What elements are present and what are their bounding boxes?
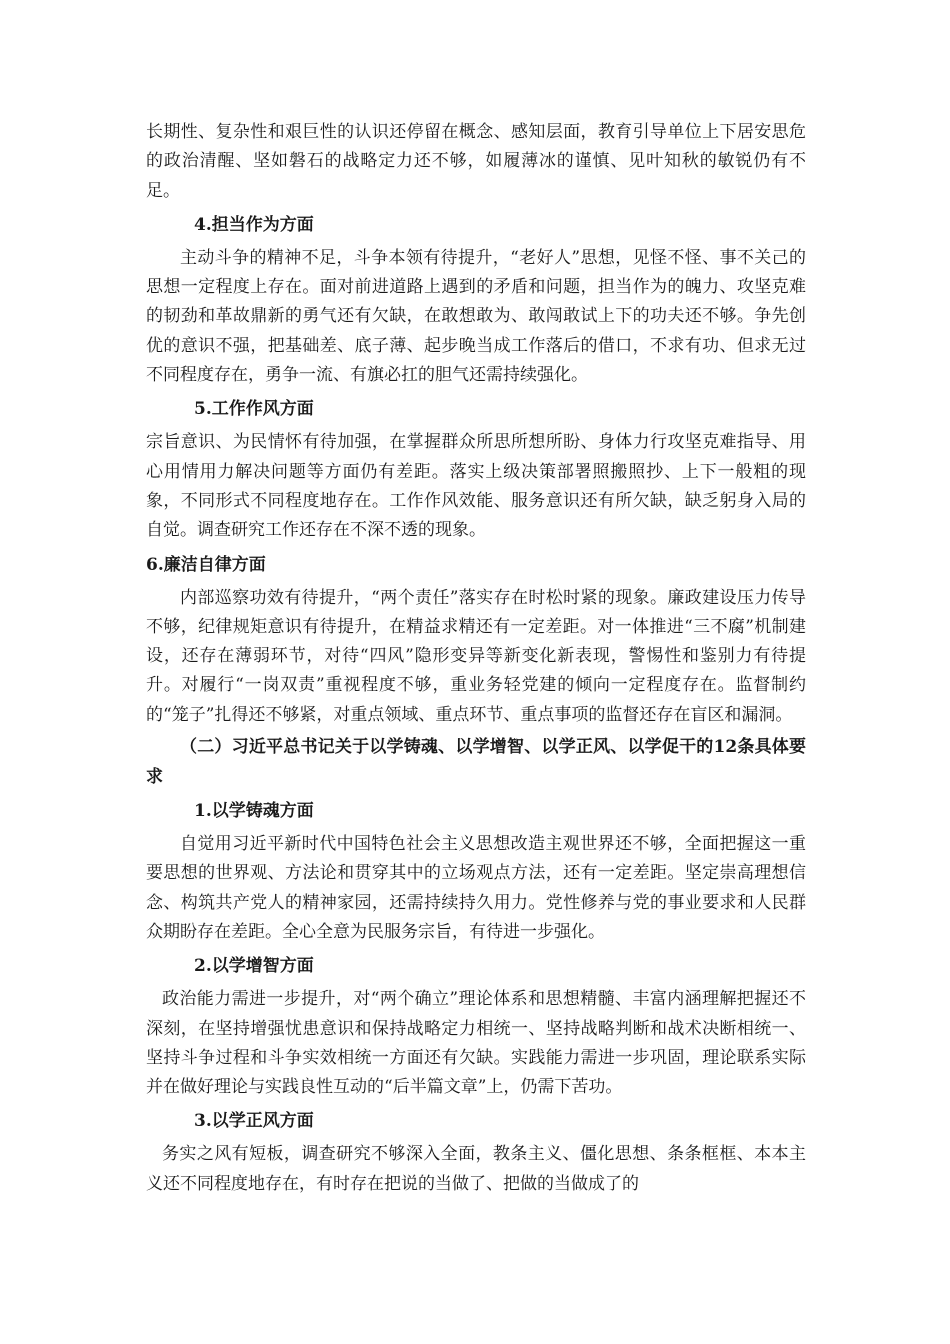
heading-b3: 3.以学正风方面 <box>194 1111 314 1132</box>
paragraph-6: 内部巡察功效有待提升，“两个责任”落实存在时松时紧的现象。廉政建设压力传导不够，纪律规矩意识有待提升，在精益求精还有一定差距。对一体推进“三不腐”机制建设，还存在薄弱环节，对待“四风”隐形变异等新变化新表现，警惕性和鉴别力有待提升。对履行“一岗双责”重视程度不够，重业务轻党建的倾向一定程度存在。监督制约的“笼子”扎得还不够紧，对重点领域、重点环节、重点事项的监督还存在盲区和漏洞。 <box>146 587 806 725</box>
heading-b1: 1.以学铸魂方面 <box>194 801 314 822</box>
paragraph-4: 主动斗争的精神不足，斗争本领有待提升，“老好人”思想，见怪不怪、事不关己的思想一定程度上存在。面对前进道路上遇到的矛盾和问题，担当作为的魄力、攻坚克难的韧劲和革故鼎新的勇气还有欠缺，在敢想敢为、敢闯敢试上下的功夫还不够。争先创优的意识不强，把基础差、底子薄、起步晚当成工作落后的借口，不求有功、但求无过不同程度存在，勇争一流、有旗必扛的胆气还需持续强化。 <box>146 247 806 386</box>
paragraph-b3: 务实之风有短板，调查研究不够深入全面，教条主义、僵化思想、条条框框、本本主义还不同程度地存在，有时存在把说的当做了、把做的当做成了的 <box>146 1144 806 1194</box>
paragraph-b2: 政治能力需进一步提升，对“两个确立”理论体系和思想精髓、丰富内涵理解把握还不深刻，在坚持增强忧患意识和保持战略定力相统一、坚持战略判断和战术决断相统一、坚持斗争过程和斗争实效相统一方面还有欠缺。实践能力需进一步巩固，理论联系实际并在做好理论与实践良性互动的“后半篇文章”上，仍需下苦功。 <box>146 989 806 1098</box>
heading-6-integrity: 6.廉洁自律方面 <box>146 554 266 575</box>
paragraph-5: 宗旨意识、为民情怀有待加强，在掌握群众所思所想所盼、身体力行攻坚克难指导、用心用情用力解决问题等方面仍有差距。落实上级决策部署照搬照抄、上下一般粗的现象，不同形式不同程度地存在。工作作风效能、服务意识还有所欠缺，缺乏躬身入局的自觉。调查研究工作还存在不深不透的现象。 <box>146 432 806 541</box>
paragraph-intro: 长期性、复杂性和艰巨性的认识还停留在概念、感知层面，教育引导单位上下居安思危的政治清醒、坚如磐石的战略定力还不够，如履薄冰的谨慎、见叶知秋的敏锐仍有不足。 <box>146 122 806 201</box>
heading-5-work-style: 5.工作作风方面 <box>194 399 314 420</box>
paragraph-b1: 自觉用习近平新时代中国特色社会主义思想改造主观世界还不够，全面把握这一重要思想的世界观、方法论和贯穿其中的立场观点方法，还有一定差距。坚定崇高理想信念、构筑共产党人的精神家园，还需持续持久用力。党性修养与党的事业要求和人民群众期盼存在差距。全心全意为民服务宗旨，有待进一步强化。 <box>146 834 806 942</box>
heading-b2: 2.以学增智方面 <box>194 956 314 977</box>
heading-4-responsibility: 4.担当作为方面 <box>194 214 314 235</box>
section-heading-2: （二）习近平总书记关于以学铸魂、以学增智、以学正风、以学促干的12条具体要求 <box>146 737 806 788</box>
